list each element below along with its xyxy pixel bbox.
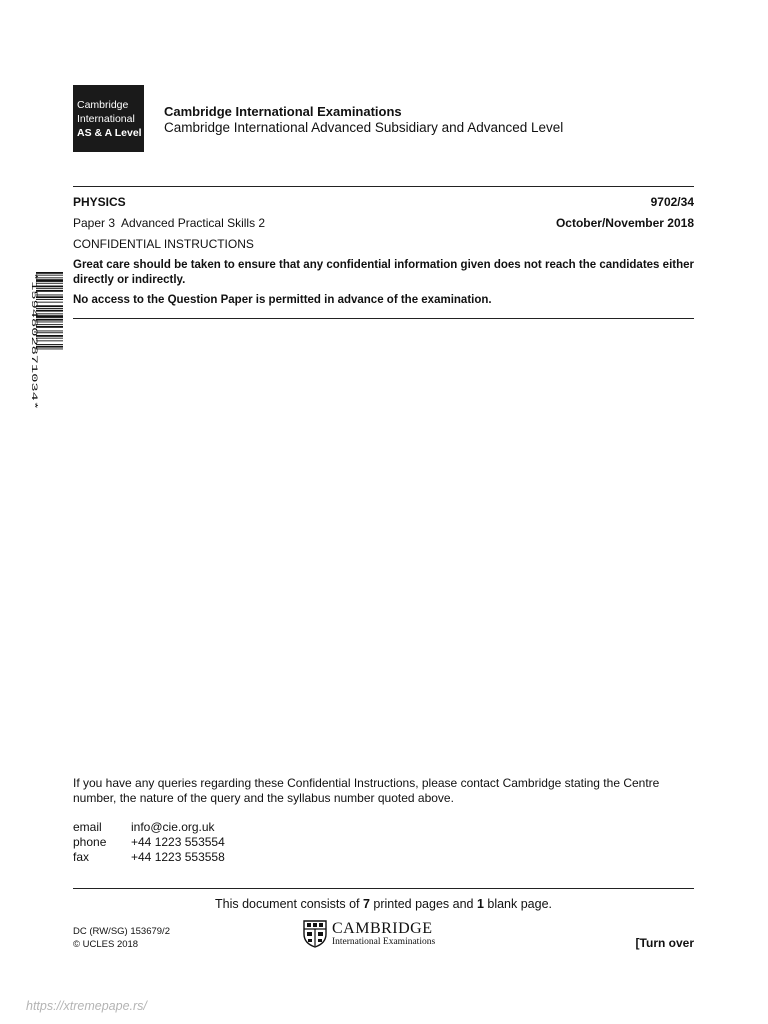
barcode-bar [36, 275, 63, 276]
barcode-bar [36, 279, 63, 282]
barcode-bar [36, 310, 63, 312]
email-value: info@cie.org.uk [131, 820, 215, 834]
blank-pages-count: 1 [476, 897, 484, 911]
logo-line-3: AS & A Level [77, 126, 142, 139]
barcode-bar [36, 288, 63, 289]
barcode-text: *1594802871034* [29, 272, 38, 345]
turn-over-label: [Turn over [635, 936, 694, 950]
fax-value: +44 1223 553558 [131, 850, 225, 864]
barcode-bar [36, 340, 63, 341]
queries-paragraph: If you have any queries regarding these Confidential Instructions, please contact Cambridge stating the Centre number, the nature of the query and the syllabus number quoted above. [73, 776, 660, 805]
barcode-bar [36, 308, 63, 309]
barcode-bar [36, 286, 63, 288]
footer-logo-subtitle: International Examinations [332, 937, 436, 947]
barcode-bar [36, 319, 63, 321]
barcode-bar [36, 295, 63, 296]
footer-divider [73, 888, 694, 889]
barcode-bar [36, 344, 63, 345]
barcode-bar [36, 326, 63, 328]
document-reference: DC (RW/SG) 153679/2 [73, 926, 170, 937]
consists-prefix: This document consists of [214, 897, 363, 911]
instructions-type: CONFIDENTIAL INSTRUCTIONS [73, 237, 254, 251]
exam-board-title: Cambridge International Examinations [164, 104, 402, 119]
barcode-bar [36, 322, 63, 323]
phone-value: +44 1223 553554 [131, 835, 225, 849]
barcode-bar [36, 313, 63, 314]
printed-pages-count: 7 [362, 897, 370, 911]
syllabus-code: 9702/34 [650, 195, 694, 209]
footer-reference [73, 926, 170, 951]
barcode-bar [36, 335, 63, 337]
barcode-bar [36, 299, 63, 300]
barcode-bar [36, 296, 63, 298]
consists-mid: printed pages and [369, 897, 477, 911]
phone-label: phone [73, 835, 107, 849]
logo-line-1: Cambridge [77, 98, 129, 111]
cambridge-footer-logo [303, 920, 435, 948]
top-divider [73, 186, 694, 187]
exam-session: October/November 2018 [555, 216, 694, 230]
barcode-bar [36, 346, 63, 348]
barcode-bar [36, 332, 63, 333]
consists-suffix: blank page. [483, 897, 553, 911]
cambridge-as-a-level-logo [73, 85, 144, 152]
barcode-bar [36, 331, 63, 332]
barcode-icon [26, 270, 64, 412]
watermark-url: https://xtremepape.rs/ [26, 999, 147, 1013]
subject-name: PHYSICS [73, 195, 126, 209]
barcode-bar [36, 315, 63, 318]
barcode-bar [36, 338, 63, 339]
question-paper-warning: No access to the Question Paper is permitted in advance of the examination. [73, 294, 492, 306]
email-label: email [73, 820, 102, 834]
barcode-bar [36, 283, 63, 284]
barcode-bar [36, 324, 63, 325]
barcode-bar [36, 272, 63, 274]
barcode-bar [36, 349, 63, 350]
confidentiality-warning: Great care should be taken to ensure that any confidential information given does not reach the candidates either directly or indirectly. [73, 259, 694, 286]
header-bottom-divider [73, 318, 694, 319]
copyright-notice: © UCLES 2018 [73, 938, 139, 950]
cambridge-shield-icon [303, 920, 327, 948]
qualification-subtitle: Cambridge International Advanced Subsidiary and Advanced Level [164, 120, 564, 135]
logo-line-2: International [77, 112, 135, 125]
page-count-statement [73, 897, 694, 911]
barcode-bar [36, 302, 63, 303]
barcode-bar [36, 290, 63, 292]
barcode-bar [36, 277, 63, 278]
contact-details [73, 820, 225, 865]
footer-logo-title: CAMBRIDGE [332, 920, 433, 937]
barcode-bar [36, 305, 63, 307]
fax-label: fax [73, 850, 90, 864]
paper-name: Paper 3 Advanced Practical Skills 2 [73, 216, 266, 230]
